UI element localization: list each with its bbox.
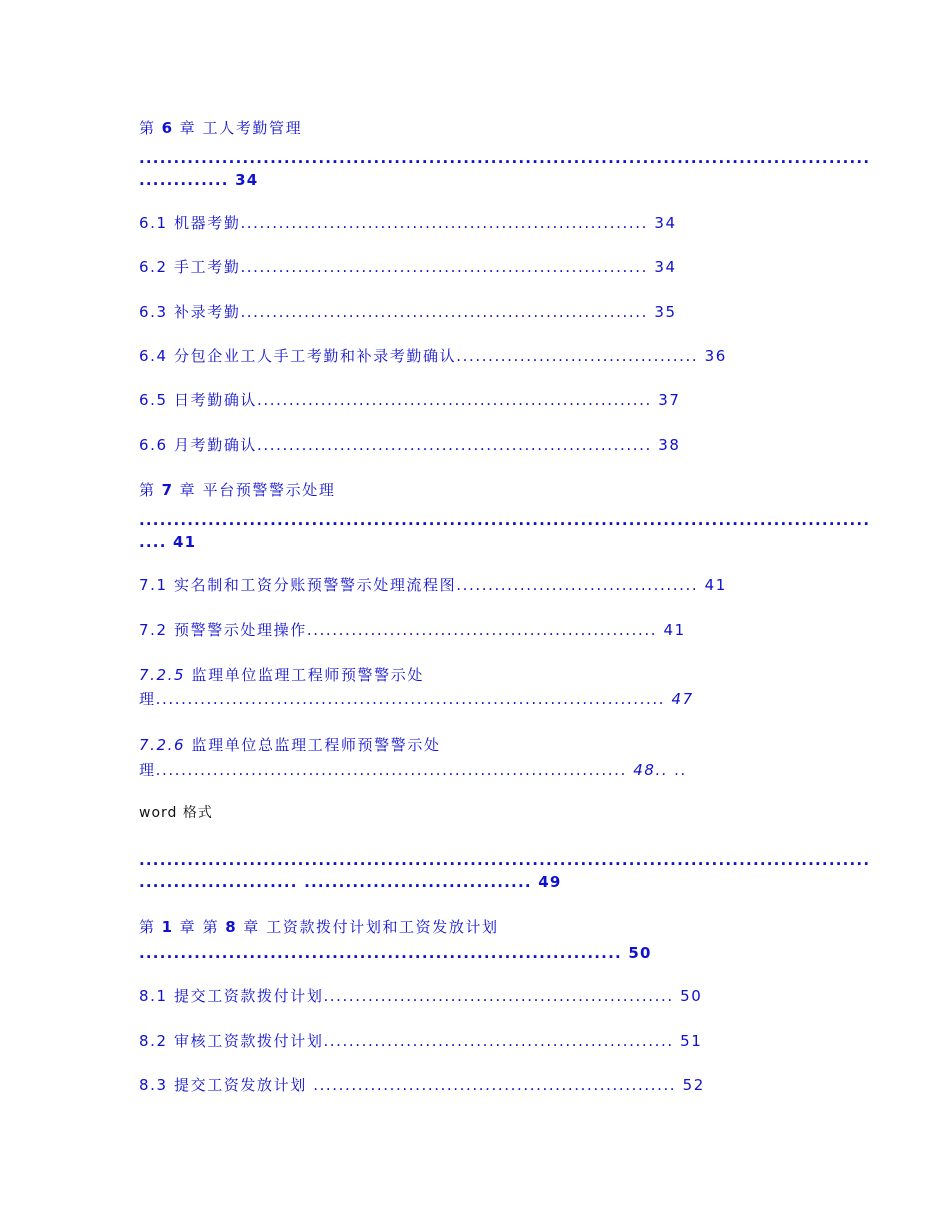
- entry-title: 6.4 分包企业工人手工考勤和补录考勤确认: [139, 347, 457, 365]
- leader-dots: ................................................................................: [155, 690, 666, 708]
- entry-title: 6.5 日考勤确认: [139, 391, 258, 409]
- toc-entry-8-3[interactable]: [139, 1075, 705, 1095]
- toc-continuation-page-line[interactable]: [139, 872, 561, 892]
- page-number: 36: [704, 347, 727, 365]
- chapter-prefix: 第: [139, 119, 156, 137]
- page-number: 50: [680, 987, 703, 1005]
- chapter-title: 章 工人考勤管理: [179, 119, 303, 137]
- entry-title: 7.2 预警警示处理操作: [139, 621, 307, 639]
- entry-title: 6.6 月考勤确认: [139, 436, 258, 454]
- page-number: 49: [538, 873, 562, 891]
- chapter-number: 8: [225, 918, 238, 936]
- entry-number: 7.2.6: [139, 736, 186, 754]
- toc-entry-8-2[interactable]: [139, 1031, 702, 1051]
- leader-dots: ................................................................: [240, 303, 648, 321]
- toc-entry-7-1[interactable]: [139, 575, 727, 595]
- toc-chapter-6-leader: [139, 148, 870, 168]
- leader-dots: .......................................................: [306, 621, 658, 639]
- page-number: 41: [663, 621, 686, 639]
- entry-title: 8.1 提交工资款拨付计划: [139, 987, 324, 1005]
- leader-dots: ..............................................................: [257, 436, 652, 454]
- chapter-number: 1: [161, 918, 174, 936]
- chapter-title: 章 工资款拨付计划和工资发放计划: [243, 918, 499, 936]
- toc-chapter-6-title[interactable]: [139, 118, 302, 138]
- leader-dots: .......................: [139, 873, 298, 891]
- toc-chapter-6-page-line[interactable]: [139, 170, 258, 190]
- page-number: 48.. ..: [633, 761, 688, 779]
- entry-title: 6.3 补录考勤: [139, 303, 241, 321]
- leader-dots: ..........................................................................................................: [139, 149, 871, 167]
- leader-dots: ..........................................................................: [155, 761, 627, 779]
- chapter-prefix: 第: [139, 481, 156, 499]
- toc-entry-6-5[interactable]: [139, 390, 681, 410]
- toc-entry-7-2-5-page-line[interactable]: [139, 689, 694, 709]
- toc-chapter-7-leader: [139, 510, 870, 530]
- leader-dots: .............: [139, 171, 229, 189]
- page-number: 41: [173, 533, 197, 551]
- toc-chapter-8-title[interactable]: [139, 917, 499, 937]
- leader-dots: ..........................................................................................................: [139, 851, 871, 869]
- chapter-mid: 章 第: [179, 918, 220, 936]
- toc-chapter-7-page-line[interactable]: [139, 532, 196, 552]
- leader-dots: ....: [139, 533, 167, 551]
- leader-dots: ..........................................................................................................: [139, 511, 871, 529]
- leader-dots: .......................................................: [323, 987, 674, 1005]
- page-number: 35: [654, 303, 677, 321]
- leader-dots: .................................: [304, 873, 532, 891]
- entry-title: 8.3 提交工资发放计划: [139, 1076, 307, 1094]
- word-format-label: word 格式: [139, 805, 213, 821]
- page-number: 41: [704, 576, 727, 594]
- entry-title: 7.1 实名制和工资分账预警警示处理流程图: [139, 576, 457, 594]
- toc-continuation-leader: [139, 850, 870, 870]
- leader-dots: ......................................: [456, 576, 699, 594]
- toc-entry-6-2[interactable]: [139, 257, 677, 277]
- leader-dots: .......................................................: [323, 1032, 674, 1050]
- chapter-number: 6: [161, 119, 174, 137]
- page-number: 52: [682, 1076, 705, 1094]
- entry-title: 6.2 手工考勤: [139, 258, 241, 276]
- toc-chapter-7-title[interactable]: [139, 480, 335, 500]
- toc-entry-6-6[interactable]: [139, 435, 681, 455]
- page-number: 50: [628, 944, 652, 962]
- entry-title-continuation: 理: [139, 690, 156, 708]
- leader-dots: ................................................................: [240, 258, 648, 276]
- entry-title: 8.2 审核工资款拨付计划: [139, 1032, 324, 1050]
- entry-number: 7.2.5: [139, 666, 186, 684]
- toc-entry-7-2-5-title[interactable]: [139, 665, 424, 685]
- entry-title-continuation: 理: [139, 761, 156, 779]
- page-number: 51: [680, 1032, 703, 1050]
- toc-entry-7-2-6-page-line[interactable]: [139, 760, 687, 780]
- chapter-title: 章 平台预警警示处理: [179, 481, 336, 499]
- toc-entry-6-4[interactable]: [139, 346, 727, 366]
- page-number: 34: [235, 171, 259, 189]
- entry-title: 6.1 机器考勤: [139, 214, 241, 232]
- leader-dots: ................................................................: [240, 214, 648, 232]
- page-number: 47: [671, 690, 694, 708]
- toc-entry-7-2-6-title[interactable]: [139, 735, 441, 755]
- toc-entry-7-2[interactable]: [139, 620, 686, 640]
- toc-entry-6-1[interactable]: [139, 213, 677, 233]
- leader-dots: ......................................: [456, 347, 699, 365]
- leader-dots: ......................................................................: [139, 944, 622, 962]
- page-number: 38: [658, 436, 681, 454]
- toc-entry-8-1[interactable]: [139, 986, 702, 1006]
- chapter-prefix: 第: [139, 918, 156, 936]
- leader-dots: .........................................................: [306, 1076, 677, 1094]
- leader-dots: ..............................................................: [257, 391, 652, 409]
- chapter-number: 7: [161, 481, 174, 499]
- entry-title: 监理单位监理工程师预警警示处: [191, 666, 424, 684]
- page-number: 34: [654, 214, 677, 232]
- page-number: 37: [658, 391, 681, 409]
- toc-entry-6-3[interactable]: [139, 302, 677, 322]
- entry-title: 监理单位总监理工程师预警警示处: [191, 736, 441, 754]
- toc-chapter-8-page-line[interactable]: [139, 943, 652, 963]
- page-number: 34: [654, 258, 677, 276]
